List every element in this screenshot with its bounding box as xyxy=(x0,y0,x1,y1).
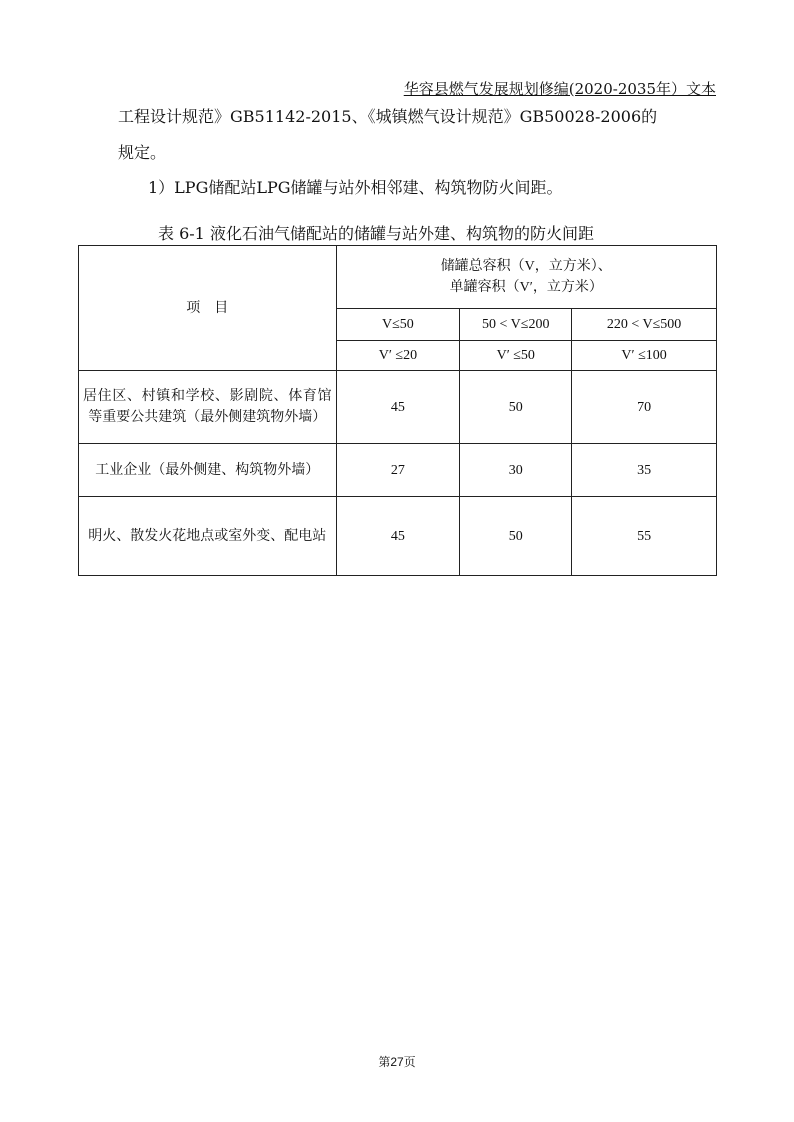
cell-value: 45 xyxy=(336,371,460,444)
row-item: 工业企业（最外侧建、构筑物外墙） xyxy=(79,444,337,497)
cell-value: 35 xyxy=(572,444,717,497)
cell-value: 45 xyxy=(336,497,460,576)
item-header: 项 目 xyxy=(79,246,337,371)
cell-value: 70 xyxy=(572,371,717,444)
document-header: 华容县燃气发展规划修编(2020-2035年）文本 xyxy=(403,80,716,98)
page-number: 第27页 xyxy=(378,1055,416,1069)
single-range: V′ ≤100 xyxy=(572,341,717,371)
table-row xyxy=(79,371,717,444)
total-range: 220 < V≤500 xyxy=(572,309,717,341)
cell-value: 30 xyxy=(460,444,572,497)
group-header xyxy=(336,246,716,309)
cell-value: 50 xyxy=(460,497,572,576)
single-range: V′ ≤50 xyxy=(460,341,572,371)
body-line: 工程设计规范》GB51142-2015、《城镇燃气设计规范》GB50028-2006的 xyxy=(118,107,658,126)
total-range: V≤50 xyxy=(336,309,460,341)
fire-distance-table xyxy=(78,245,717,576)
cell-value: 55 xyxy=(572,497,717,576)
cell-value: 50 xyxy=(460,371,572,444)
list-item: 1）LPG储配站LPG储罐与站外相邻建、构筑物防火间距。 xyxy=(148,178,563,197)
cell-value: 27 xyxy=(336,444,460,497)
body-line: 规定。 xyxy=(118,143,167,162)
single-range: V′ ≤20 xyxy=(336,341,460,371)
table-caption: 表 6-1 液化石油气储配站的储罐与站外建、构筑物的防火间距 xyxy=(158,224,594,243)
row-item: 明火、散发火花地点或室外变、配电站 xyxy=(79,497,337,576)
group-header-line: 储罐总容积（V，立方米）、 xyxy=(440,259,612,274)
total-range: 50 < V≤200 xyxy=(460,309,572,341)
row-item: 居住区、村镇和学校、影剧院、体育馆等重要公共建筑（最外侧建筑物外墙） xyxy=(79,371,337,444)
group-header-line: 单罐容积（V′，立方米） xyxy=(449,280,603,295)
table-row xyxy=(79,444,717,497)
table-row xyxy=(79,497,717,576)
